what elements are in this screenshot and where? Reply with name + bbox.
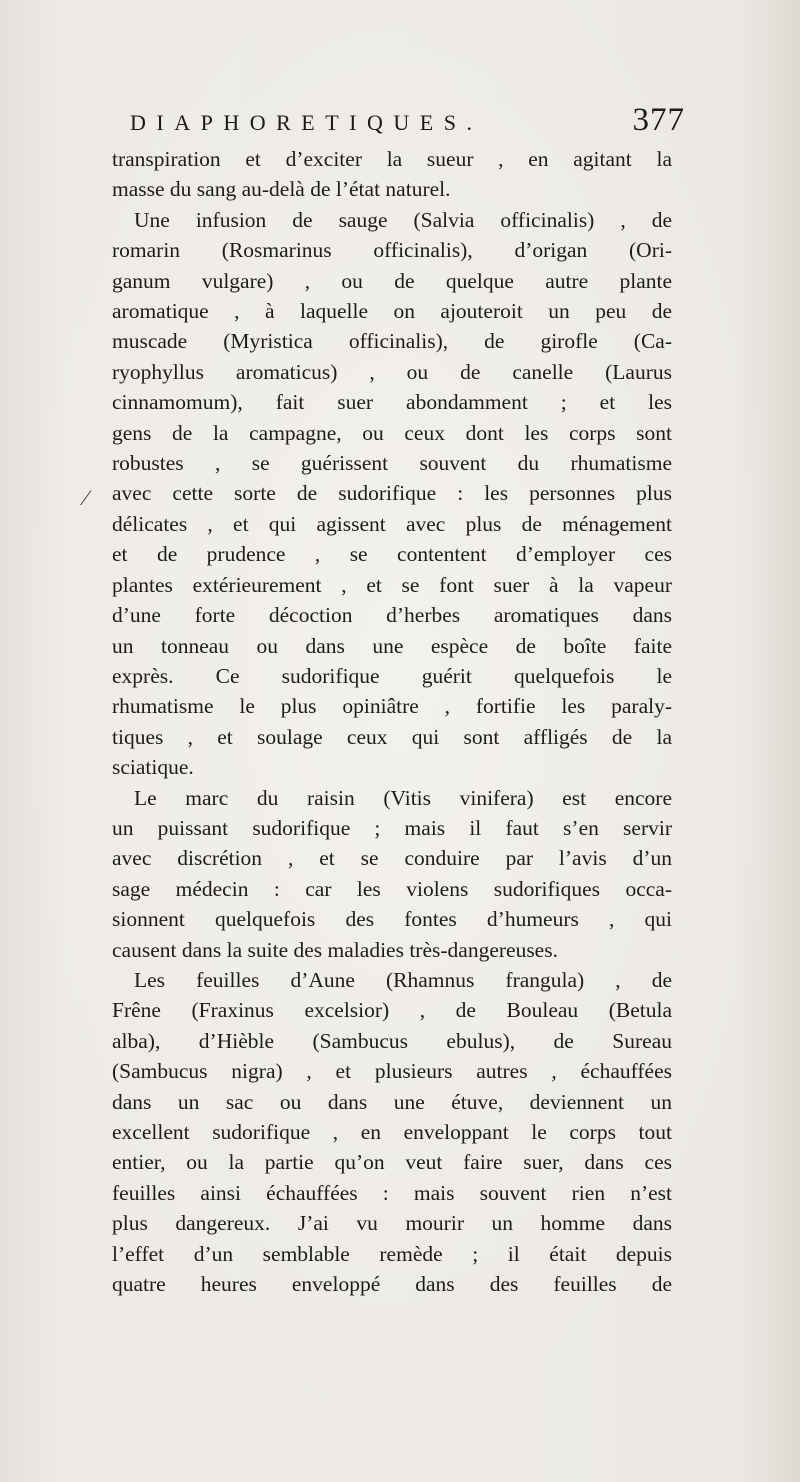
- text-line: et de prudence , se contentent d’employer ces: [112, 542, 672, 567]
- text-line: ganum vulgare) , ou de quelque autre plante: [112, 268, 672, 293]
- body-text: [112, 144, 672, 1299]
- text-line: romarin (Rosmarinus officinalis), d’origan (Ori-: [112, 238, 672, 263]
- text-line: excellent sudorifique , en enveloppant le corps tout: [112, 1120, 672, 1144]
- text-line: gens de la campagne, ou ceux dont les corps sont: [112, 420, 672, 445]
- text-line: avec discrétion , et se conduire par l’avis d’un: [112, 846, 672, 871]
- text-line: transpiration et d’exciter la sueur , en agitant la: [112, 147, 672, 171]
- text-line: sciatique.: [112, 755, 194, 780]
- text-line: robustes , se guérissent souvent du rhumatisme: [112, 451, 672, 476]
- text-line: d’une forte décoction d’herbes aromatiques dans: [112, 603, 672, 628]
- text-line: l’effet d’un semblable remède ; il était depuis: [112, 1241, 672, 1266]
- text-line: entier, ou la partie qu’on veut faire suer, dans ces: [112, 1150, 672, 1175]
- text-line: causent dans la suite des maladies très-dangereuses.: [112, 937, 558, 962]
- text-line: dans un sac ou dans une étuve, deviennent un: [112, 1089, 672, 1114]
- text-line: cinnamomum), fait suer abondamment ; et les: [112, 390, 672, 415]
- text-line: feuilles ainsi échauffées : mais souvent rien n’est: [112, 1180, 672, 1205]
- running-title: DIAPHORETIQUES.: [130, 110, 483, 135]
- running-head: [130, 102, 685, 146]
- text-line: muscade (Myristica officinalis), de girofle (Ca-: [112, 329, 672, 354]
- text-line: rhumatisme le plus opiniâtre , fortifie les paraly-: [112, 694, 672, 719]
- text-line: Le marc du raisin (Vitis vinifera) est encore: [134, 785, 672, 810]
- margin-mark: ⁄: [84, 485, 88, 510]
- text-line: ryophyllus aromaticus) , ou de canelle (Laurus: [112, 359, 672, 384]
- text-line: Une infusion de sauge (Salvia officinalis) , de: [134, 207, 672, 232]
- text-line: un tonneau ou dans une espèce de boîte faite: [112, 633, 672, 658]
- text-line: délicates , et qui agissent avec plus de ménagement: [112, 511, 672, 536]
- text-line: Frêne (Fraxinus excelsior) , de Bouleau (Betula: [112, 998, 672, 1023]
- text-line: alba), d’Hièble (Sambucus ebulus), de Sureau: [112, 1028, 672, 1053]
- text-line: avec cette sorte de sudorifique : les personnes plus: [112, 481, 672, 506]
- text-line: masse du sang au-delà de l’état naturel.: [112, 177, 451, 202]
- text-line: sionnent quelquefois des fontes d’humeurs , qui: [112, 907, 672, 932]
- text-line: aromatique , à laquelle on ajouteroit un peu de: [112, 299, 672, 324]
- text-line: exprès. Ce sudorifique guérit quelquefois le: [112, 663, 672, 688]
- text-line: tiques , et soulage ceux qui sont affligés de la: [112, 724, 672, 749]
- text-line: plantes extérieurement , et se font suer à la vapeur: [112, 572, 672, 597]
- text-line: un puissant sudorifique ; mais il faut s’en servir: [112, 815, 672, 840]
- text-line: Les feuilles d’Aune (Rhamnus frangula) , de: [134, 967, 672, 992]
- text-line: quatre heures enveloppé dans des feuilles de: [112, 1272, 672, 1297]
- text-line: sage médecin : car les violens sudorifiques occa-: [112, 876, 672, 901]
- text-line: (Sambucus nigra) , et plusieurs autres , échauffées: [112, 1059, 672, 1084]
- page-number: 377: [632, 102, 685, 138]
- text-line: plus dangereux. J’ai vu mourir un homme dans: [112, 1211, 672, 1236]
